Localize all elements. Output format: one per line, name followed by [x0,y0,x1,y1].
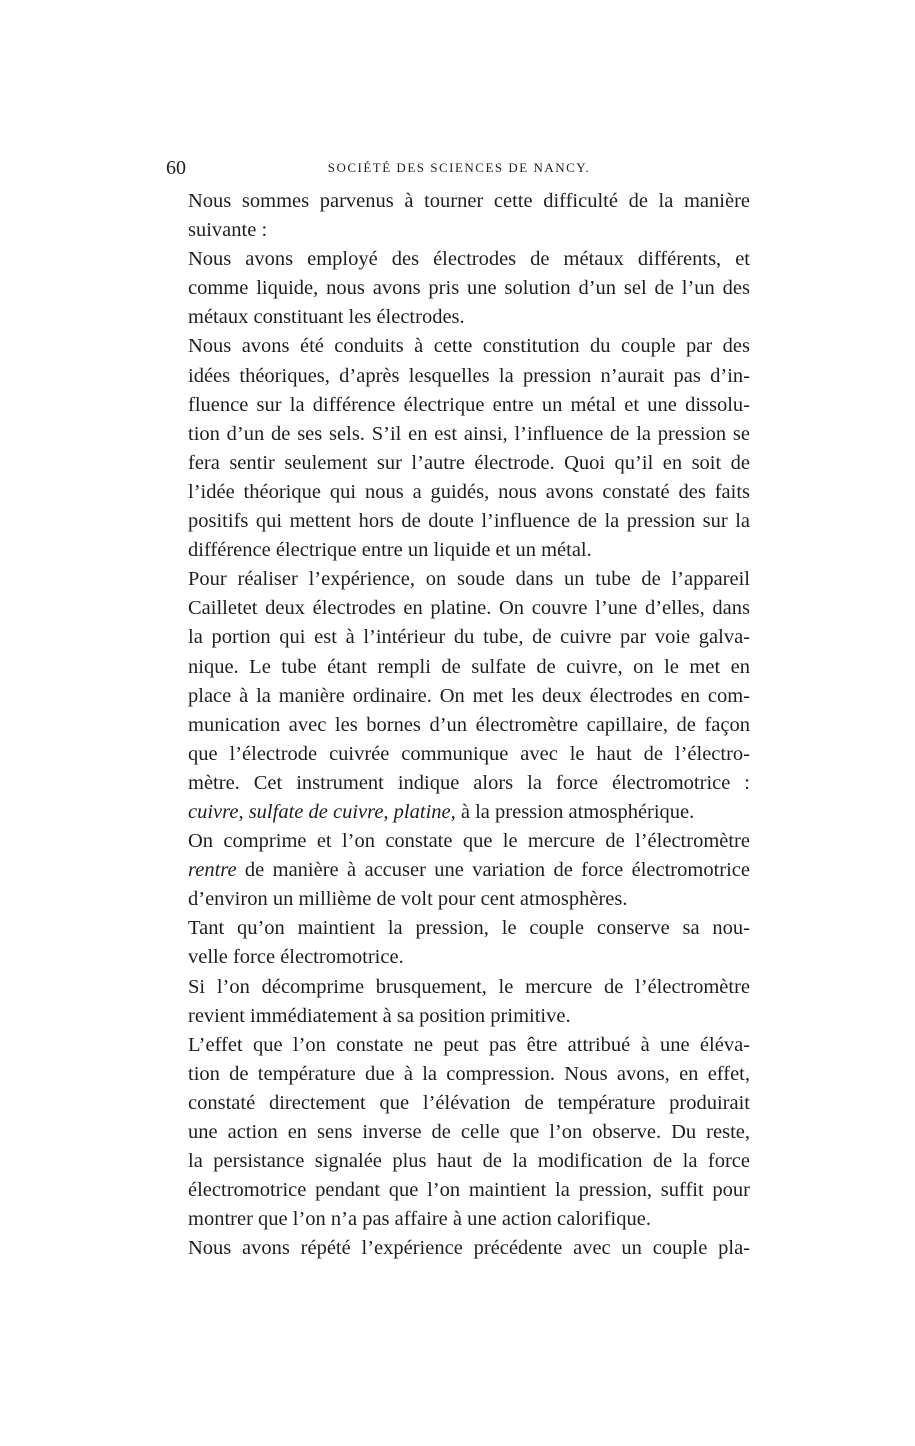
text-line: On comprime et l’on constate que le mercure de l’électromètre [188,830,750,853]
italic-text: cuivre, sulfate de cuivre, platine, [188,800,456,823]
text-line: Nous avons employé des électrodes de métaux différents, et [188,248,750,271]
text-line: revient immédiatement à sa position primitive. [188,1004,571,1027]
text-line: nique. Le tube étant rempli de sulfate de cuivre, on le met en [188,655,750,678]
text-line: suivante : [188,219,268,242]
paragraph [166,332,750,565]
text-line: positifs qui mettent hors de doute l’influence de la pression sur la [188,510,750,533]
paragraph [166,1234,750,1263]
text-line: velle force électromotrice. [188,946,404,969]
text-line: comme liquide, nous avons pris une solution d’un sel de l’un des [188,277,750,300]
text-line: fluence sur la différence électrique entre un métal et une dissolu- [188,393,750,416]
text-fragment: à la pression atmosphérique. [455,800,695,823]
text-line [166,798,750,827]
text-line: fera sentir seulement sur l’autre électrode. Quoi qu’il en soit de [188,451,750,474]
page-header [166,155,752,181]
paragraph [166,914,750,972]
text-line: Nous avons répété l’expérience précédente avec un couple pla- [188,1237,750,1260]
text-line: la portion qui est à l’intérieur du tube, de cuivre par voie galva- [188,626,750,649]
text-line: constaté directement que l’élévation de température produirait [188,1091,750,1114]
paragraph [166,187,750,245]
text-line: que l’électrode cuivrée communique avec le haut de l’électro- [188,742,750,765]
paragraph [166,1031,750,1235]
text-line: place à la manière ordinaire. On met les deux électrodes en com- [188,684,750,707]
text-line: idées théoriques, d’après lesquelles la pression n’aurait pas d’in- [188,364,750,387]
text-line: différence électrique entre un liquide et un métal. [188,539,592,562]
text-line: munication avec les bornes d’un électromètre capillaire, de façon [188,713,750,736]
page-number: 60 [166,157,186,179]
text-line: Tant qu’on maintient la pression, le couple conserve sa nou- [188,917,750,940]
body-text [166,187,750,1263]
text-line: Nous sommes parvenus à tourner cette difficulté de la manière [188,190,750,212]
text-line: montrer que l’on n’a pas affaire à une action calorifique. [188,1208,651,1231]
text-line: métaux constituant les électrodes. [188,306,465,329]
paragraph [166,973,750,1031]
text-line: Nous avons été conduits à cette constitution du couple par des [188,335,750,358]
paragraph [166,827,750,914]
text-line: Pour réaliser l’expérience, on soude dans un tube de l’appareil [188,568,750,591]
text-line: tion de température due à la compression. Nous avons, en effet, [188,1062,750,1085]
running-title: SOCIÉTÉ DES SCIENCES DE NANCY. [327,160,591,175]
text-line: électromotrice pendant que l’on maintient la pression, suffit pour [188,1179,750,1202]
text-line: Si l’on décomprime brusquement, le mercure de l’électromètre [188,975,750,998]
text-fragment: de manière à accuser une variation de force électromotrice [236,859,750,882]
text-line: l’idée théorique qui nous a guidés, nous avons constaté des faits [188,480,750,503]
text-line: Cailletet deux électrodes en platine. On couvre l’une d’elles, dans [188,597,750,620]
text-line [166,856,750,885]
paragraph [166,565,750,827]
text-line: la persistance signalée plus haut de la modification de la force [188,1150,750,1173]
text-line: L’effet que l’on constate ne peut pas être attribué à une éléva- [188,1033,750,1056]
text-line: tion d’un de ses sels. S’il en est ainsi, l’influence de la pression se [188,422,750,445]
text-line: mètre. Cet instrument indique alors la force électromotrice : [188,771,750,794]
text-line: une action en sens inverse de celle que l’on observe. Du reste, [188,1121,750,1143]
paragraph [166,245,750,332]
italic-text: rentre [188,859,237,882]
text-line: d’environ un millième de volt pour cent atmosphères. [188,888,628,911]
